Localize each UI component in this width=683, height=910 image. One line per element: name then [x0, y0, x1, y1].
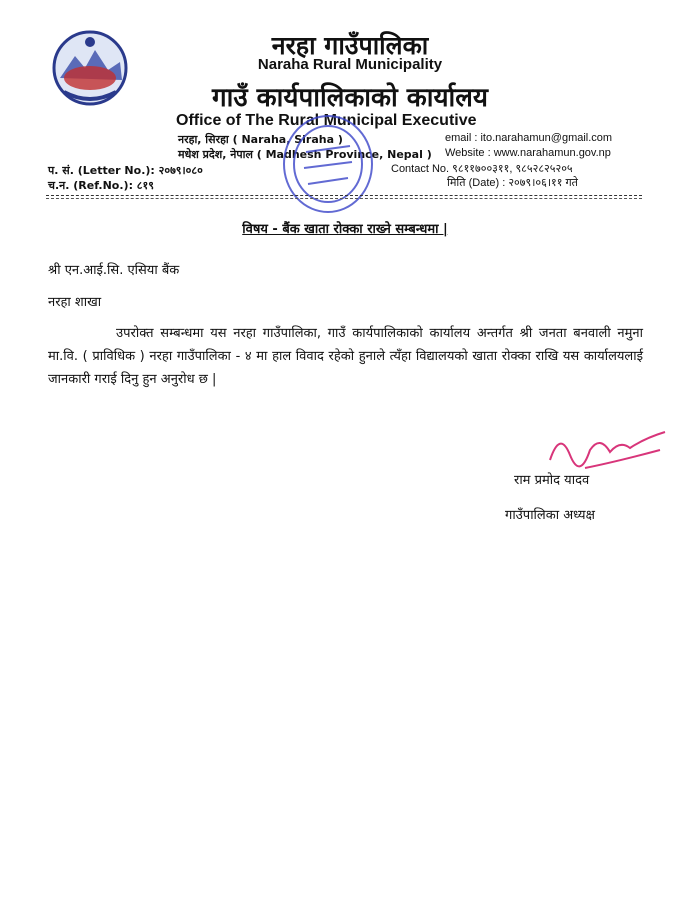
- signer-name: राम प्रमोद यादव: [514, 473, 590, 488]
- letter-number: प. सं. (Letter No.): २०७९।०८०: [48, 164, 203, 177]
- header-divider: [46, 195, 642, 196]
- recipient-branch: नरहा शाखा: [48, 295, 102, 310]
- letter-subject: विषय - बैंक खाता रोक्का राख्ने सम्बन्धमा |: [242, 222, 448, 237]
- letter-body: उपरोक्त सम्बन्धमा यस नरहा गाउँपालिका, गाउँ कार्यपालिकाको कार्यालय अन्तर्गत श्री जनता बनवाली नमुना मा.वि. ( प्राविधिक ) नरहा गाउँपालिका - ४ मा हाल विवाद रहेको हुनाले त्यँहा विद्यालयको खाता रोक्का राखि यस कार्यालयलाई जानकारी गराई दिनु हुन अनुरोध छ |: [48, 326, 643, 387]
- office-stamp: [278, 112, 378, 217]
- email-address: email : ito.narahamun@gmail.com: [445, 132, 613, 144]
- contact-numbers: Contact No. ९८११७००३११, ९८५२८२५२०५: [391, 163, 573, 175]
- header-divider-secondary: [46, 198, 642, 199]
- office-name-nepali: गाउँ कार्यपालिकाको कार्यालय: [212, 83, 488, 113]
- letter-date: मिति (Date) : २०७९।०६।११ गते: [447, 177, 578, 189]
- address-line-1: नरहा, सिरहा ( Naraha, Siraha ): [178, 133, 343, 146]
- office-name-english: Office of The Rural Municipal Executive: [176, 112, 477, 129]
- recipient-bank: श्री एन.आई.सि. एसिया बैंक: [48, 263, 180, 278]
- signer-title: गाउँपालिका अध्यक्ष: [505, 508, 595, 523]
- org-name-nepali: नरहा गाउँपालिका: [271, 31, 429, 60]
- reference-number: च.न. (Ref.No.): ८१९: [48, 179, 154, 192]
- org-name-english: Naraha Rural Municipality: [257, 56, 443, 73]
- website-address: Website : www.narahamun.gov.np: [445, 147, 611, 159]
- nepal-emblem-logo: [50, 28, 130, 108]
- address-line-2: मधेश प्रदेश, नेपाल ( Madhesh Province, Nepal ): [178, 148, 432, 161]
